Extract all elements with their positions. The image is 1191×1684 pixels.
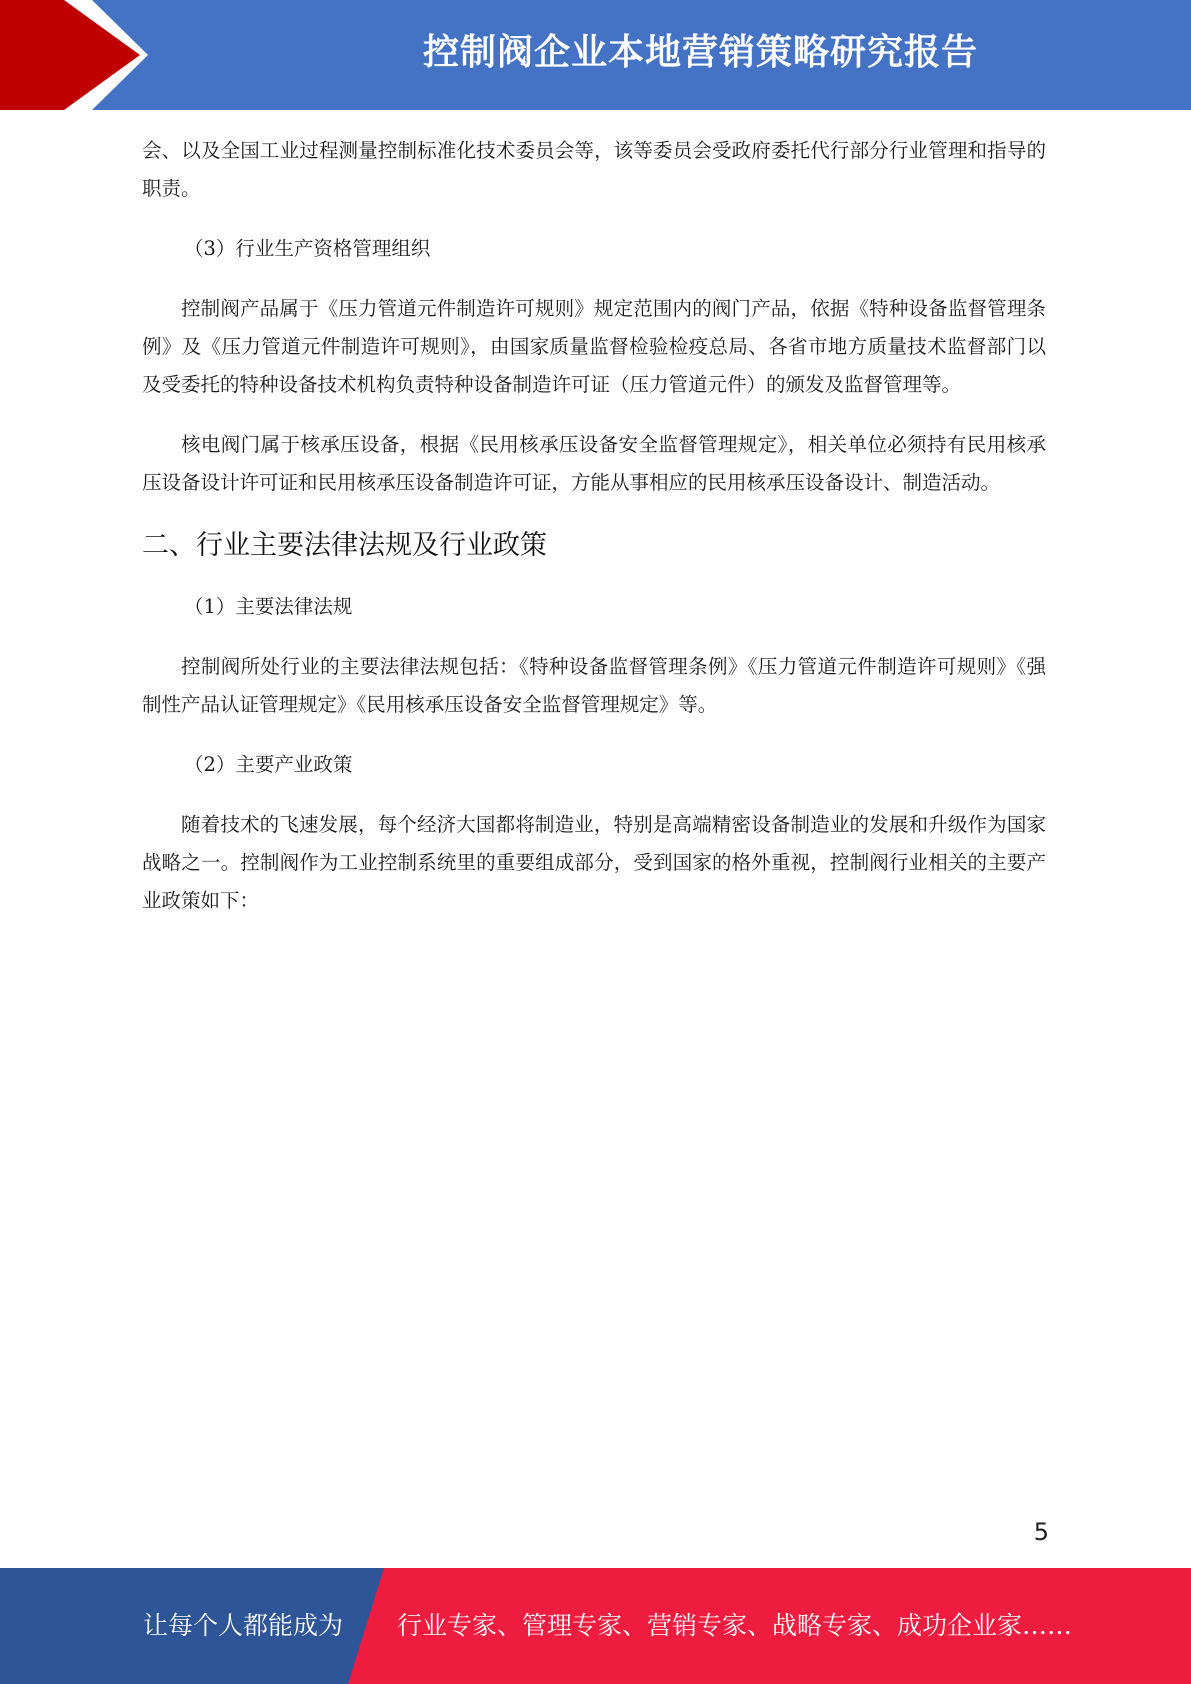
paragraph-industry-policy: 随着技术的飞速发展，每个经济大国都将制造业，特别是高端精密设备制造业的发展和升级作为国家战略之一。控制阀作为工业控制系统里的重要组成部分，受到国家的格外重视，控制阀行业相关的主要产业政策如下：	[142, 813, 1046, 912]
page-number: 5	[1033, 1518, 1049, 1546]
footer-roles: 行业专家、管理专家、营销专家、战略专家、成功企业家……	[397, 1611, 1073, 1640]
subheading-main-laws: （1）主要法律法规	[184, 595, 353, 618]
report-header	[0, 0, 1191, 110]
page-content	[142, 132, 1046, 942]
report-footer	[0, 1568, 1191, 1684]
report-title: 控制阀企业本地营销策略研究报告	[422, 32, 978, 73]
subheading-production-qualification: （3）行业生产资格管理组织	[184, 237, 431, 260]
paragraph-main-laws: 控制阀所处行业的主要法律法规包括：《特种设备监督管理条例》《压力管道元件制造许可规则》《强制性产品认证管理规定》《民用核承压设备安全监督管理规定》等。	[142, 655, 1046, 716]
paragraph-intro: 会、以及全国工业过程测量控制标准化技术委员会等，该等委员会受政府委托代行部分行业管理和指导的职责。	[142, 139, 1046, 200]
section-heading-laws-policies: 二、行业主要法律法规及行业政策	[142, 530, 547, 561]
footer-slogan: 让每个人都能成为	[143, 1611, 344, 1640]
paragraph-valve-license: 控制阀产品属于《压力管道元件制造许可规则》规定范围内的阀门产品，依据《特种设备监督管理条例》及《压力管道元件制造许可规则》，由国家质量监督检验检疫总局、各省市地方质量技术监督部门以及受委托的特种设备技术机构负责特种设备制造许可证（压力管道元件）的颁发及监督管理等。	[142, 297, 1046, 396]
header-chevron-icon	[0, 0, 160, 110]
paragraph-nuclear-valve: 核电阀门属于核承压设备，根据《民用核承压设备安全监督管理规定》，相关单位必须持有民用核承压设备设计许可证和民用核承压设备制造许可证，方能从事相应的民用核承压设备设计、制造活动。	[142, 433, 1046, 494]
subheading-industry-policy: （2）主要产业政策	[184, 753, 353, 776]
